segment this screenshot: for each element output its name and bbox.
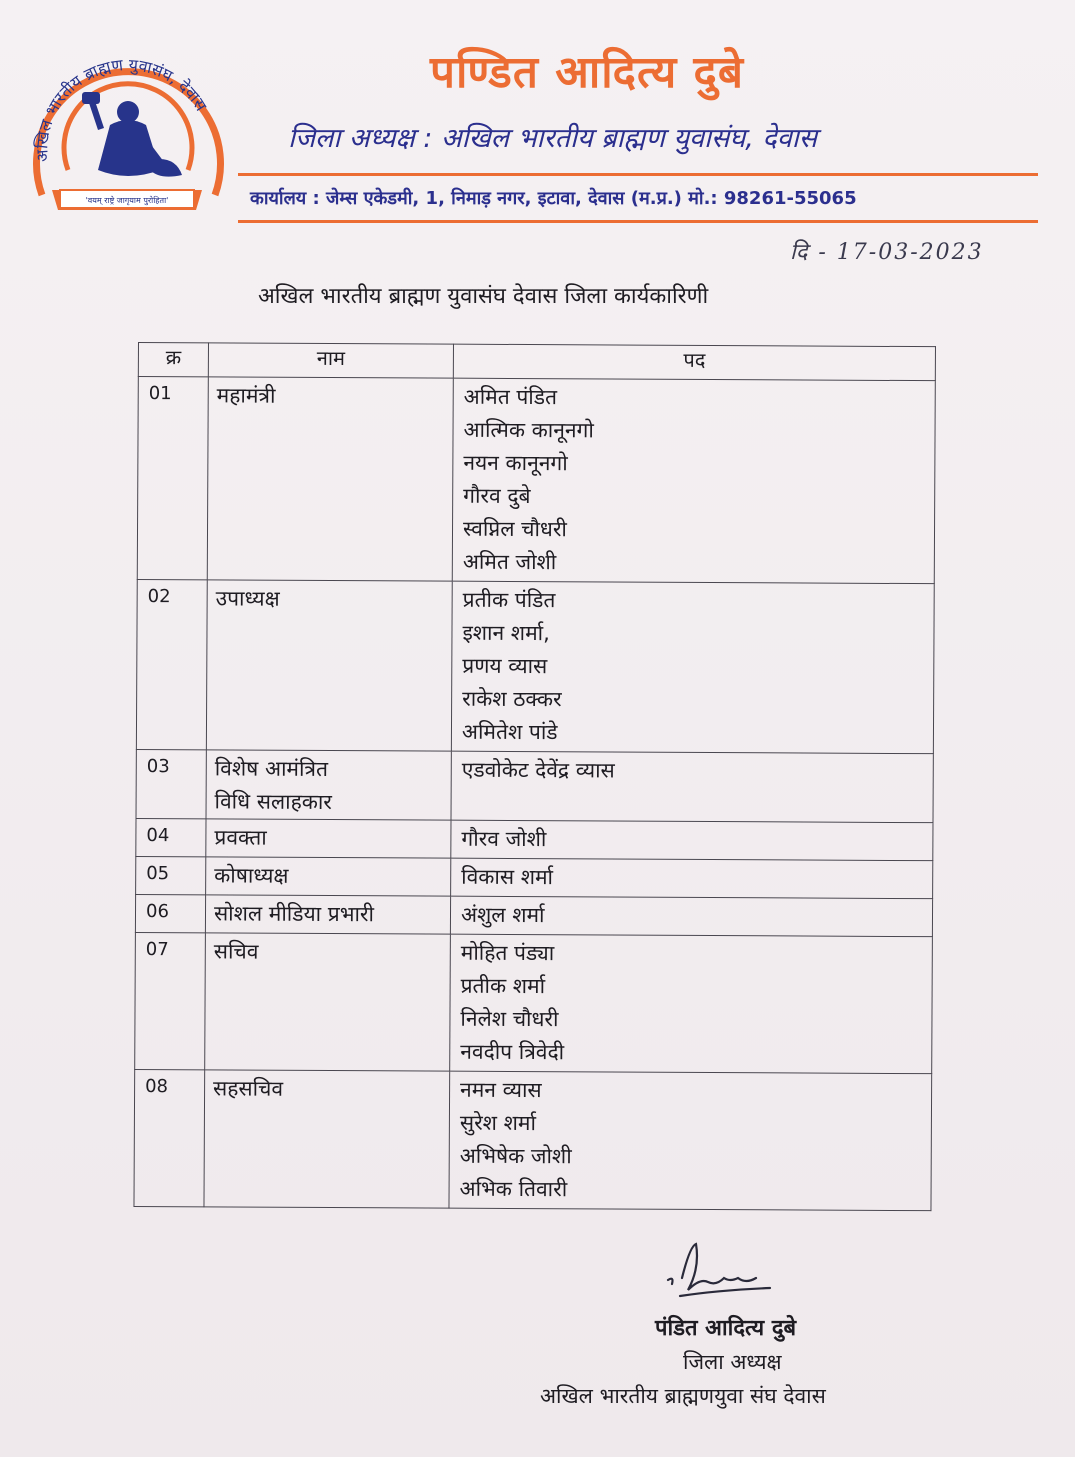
member-name: मोहित पंड्या <box>460 940 555 966</box>
post-line: कोषाध्यक्ष <box>214 863 289 888</box>
member-name: अमितेश पांडे <box>461 719 558 745</box>
row-serial-number: 08 <box>134 1069 205 1206</box>
header-divider-bottom <box>238 220 1038 223</box>
letterhead-name: पण्डित आदित्य दुबे <box>430 47 745 98</box>
row-post <box>207 377 453 581</box>
signatory-name: पंडित आदित्य दुबे <box>655 1316 797 1341</box>
row-serial-number: 01 <box>137 377 208 580</box>
table-row <box>136 856 933 898</box>
document-title: अखिल भारतीय ब्राह्मण युवासंघ देवास जिला कार्यकारिणी <box>258 284 709 309</box>
signatory-organization: अखिल भारतीय ब्राह्मणयुवा संघ देवास <box>540 1384 826 1408</box>
member-name: अभिक तिवारी <box>459 1176 568 1202</box>
member-name: नवदीप त्रिवेदी <box>460 1039 565 1065</box>
table-row <box>136 749 933 822</box>
table-row <box>136 818 933 860</box>
row-member-names <box>451 751 933 823</box>
row-post <box>205 933 451 1071</box>
post-line: सहसचिव <box>213 1076 284 1101</box>
post-line: प्रवक्ता <box>214 825 267 850</box>
row-member-names <box>450 896 932 937</box>
member-name: एडवोकेट देवेंद्र व्यास <box>461 757 615 783</box>
logo-ring-text: अखिल भारतीय ब्राह्मण युवासंघ, देवास <box>32 55 211 163</box>
row-member-names <box>451 820 933 861</box>
member-name: अमित जोशी <box>462 549 557 575</box>
member-name: निलेश चौधरी <box>460 1006 559 1032</box>
member-name: नयन कानूनगो <box>463 450 568 476</box>
post-line: विशेष आमंत्रित <box>214 756 329 782</box>
member-name: नमन व्यास <box>460 1077 542 1103</box>
row-member-names <box>450 934 933 1074</box>
column-header-post: पद <box>453 344 935 381</box>
row-member-names <box>452 378 935 584</box>
row-serial-number: 03 <box>136 749 206 818</box>
row-serial-number: 06 <box>135 894 205 932</box>
office-address: कार्यालय : जेम्स एकेडमी, 1, निमाड़ नगर, इटावा, देवास (म.प्र.) मो.: 98261-55065 <box>250 188 857 209</box>
member-name: प्रतीक शर्मा <box>460 973 546 999</box>
table-row <box>137 377 935 584</box>
signatory-designation: जिला अध्यक्ष <box>683 1350 782 1374</box>
table-row <box>136 579 934 753</box>
member-name: गौरव दुबे <box>463 483 531 509</box>
row-post <box>206 857 451 896</box>
row-member-names <box>451 581 934 754</box>
member-name: राकेश ठक्कर <box>462 686 562 712</box>
row-post <box>206 750 451 820</box>
row-post <box>205 895 450 934</box>
row-serial-number: 02 <box>136 579 207 749</box>
post-line: सोशल मीडिया प्रभारी <box>213 901 375 927</box>
member-name: स्वप्निल चौधरी <box>462 516 567 542</box>
row-serial-number: 05 <box>136 856 206 894</box>
column-header-name: नाम <box>208 343 453 378</box>
table-header-row <box>138 343 935 381</box>
logo-motto: 'वयम् राष्ट्रे जागृयाम पुरोहिता' <box>85 196 169 205</box>
row-serial-number: 04 <box>136 818 206 856</box>
row-post <box>206 819 451 858</box>
row-serial-number: 07 <box>135 932 206 1069</box>
row-post <box>204 1070 450 1208</box>
member-name: इशान शर्मा, <box>462 620 550 646</box>
member-name: अमित पंडित <box>463 384 558 410</box>
member-name: विकास शर्मा <box>461 864 554 890</box>
member-name: गौरव जोशी <box>461 826 547 852</box>
row-post <box>206 580 452 751</box>
table-row <box>134 1069 932 1210</box>
letter-date: दि - 17-03-2023 <box>790 240 984 265</box>
member-name: प्रणय व्यास <box>462 653 548 679</box>
row-member-names <box>451 858 933 899</box>
member-name: सुरेश शर्मा <box>459 1110 537 1136</box>
member-name: प्रतीक पंडित <box>462 587 556 613</box>
member-name: अभिषेक जोशी <box>459 1143 572 1169</box>
post-line: महामंत्री <box>216 383 276 408</box>
column-header-sno: क्र <box>138 343 208 377</box>
executive-committee-table <box>133 342 936 1211</box>
header-divider-top <box>238 173 1038 176</box>
letterhead-designation: जिला अध्यक्ष : अखिल भारतीय ब्राह्मण युवासंघ, देवास <box>288 123 817 154</box>
table-row <box>135 932 933 1073</box>
post-line: सचिव <box>213 939 259 964</box>
row-member-names <box>449 1071 932 1211</box>
table-row <box>135 894 932 936</box>
post-line: उपाध्यक्ष <box>215 586 280 611</box>
member-name: आत्मिक कानूनगो <box>463 417 594 443</box>
organization-logo <box>10 20 240 230</box>
handwritten-signature <box>660 1238 780 1308</box>
logo-emblem-icon <box>10 20 240 230</box>
member-name: अंशुल शर्मा <box>460 902 545 928</box>
post-line: विधि सलाहकार <box>214 789 332 815</box>
